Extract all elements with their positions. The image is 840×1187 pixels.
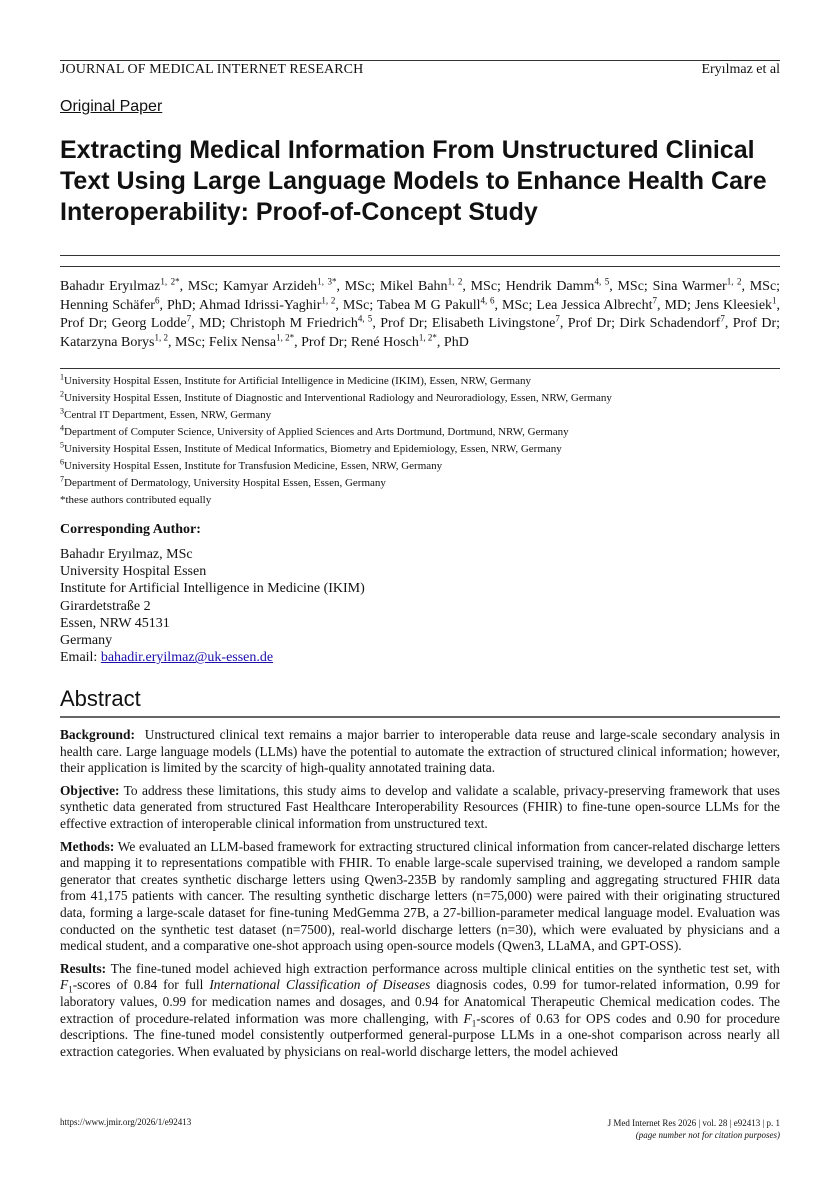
f-symbol: F xyxy=(463,1010,472,1026)
f-symbol: F xyxy=(60,977,69,993)
author xyxy=(223,276,380,294)
author-name: Christoph M Friedrich xyxy=(229,316,358,332)
author-name: Jens Kleesiek xyxy=(694,297,773,313)
abstract-background xyxy=(60,727,780,777)
author-affiliation-mark: 1, 2* xyxy=(276,332,295,343)
results-text-4: -scores of 0.63 for OPS codes and 0.90 for procedure descriptions. The fine-tuned model consistently outperformed general-purpose LLMs in a one-shot comparison across nearly all extraction categories. When evaluated by physicians on real-world discharge letters, the model achieved xyxy=(60,1010,780,1059)
affiliation-list xyxy=(60,373,780,509)
citation-line: J Med Internet Res 2026 | vol. 28 | e92413 | p. 1 xyxy=(607,1118,780,1128)
author-name: Ahmad Idrissi-Yaghir xyxy=(199,297,322,313)
author-name: Bahadır Eryılmaz xyxy=(60,279,161,294)
running-header xyxy=(60,62,780,82)
author-degree: , MSc; xyxy=(335,297,377,313)
title-rule-1 xyxy=(60,255,780,256)
author-affiliation-mark: 1, 3* xyxy=(317,276,337,287)
author-affiliation-mark: 6 xyxy=(154,294,160,305)
author xyxy=(60,276,224,294)
results-text-1: The fine-tuned model achieved high extraction performance across multiple clinical entities on the synthetic test set, with xyxy=(110,960,780,976)
author-name: Henning Schäfer xyxy=(60,297,155,313)
email-link[interactable]: bahadir.eryilmaz@uk-essen.de xyxy=(100,650,274,666)
author-degree: , MSc; xyxy=(609,279,653,294)
author-affiliation-mark: 7 xyxy=(555,313,560,324)
author-degree: , PhD xyxy=(436,334,469,350)
author-rule xyxy=(60,368,780,369)
author xyxy=(431,313,620,332)
author xyxy=(536,294,695,313)
corresponding-line: Bahadır Eryılmaz, MSc xyxy=(60,547,193,562)
affiliation-number: 2 xyxy=(60,389,64,399)
affiliation-number: 1 xyxy=(60,372,64,382)
f-subscript: 1 xyxy=(471,1018,477,1029)
author xyxy=(379,276,506,294)
author xyxy=(60,332,209,350)
icd-name: International Classification of Diseases xyxy=(209,977,431,993)
equal-contribution-note: *these authors contributed equally xyxy=(60,494,212,506)
affiliation-item xyxy=(60,390,780,407)
author-affiliation-mark: 1 xyxy=(772,294,777,305)
author xyxy=(229,313,432,332)
author xyxy=(350,332,469,350)
author xyxy=(619,313,780,332)
author-name: René Hosch xyxy=(350,334,419,350)
article-type[interactable]: Original Paper xyxy=(60,98,163,115)
author xyxy=(60,294,199,313)
author xyxy=(505,276,653,294)
affiliation-text: University Hospital Essen, Institute for Artificial Intelligence in Medicine (IKIM), Essen, NRW, Germany xyxy=(64,375,531,387)
affiliation-text: Central IT Department, Essen, NRW, Germany xyxy=(64,409,272,421)
abstract-objective xyxy=(60,783,780,833)
title-rule-2 xyxy=(60,266,780,267)
author-degree: , MSc; xyxy=(336,279,380,294)
affiliation-item xyxy=(60,373,780,390)
objective-label: Objective: xyxy=(60,782,120,798)
author-name: Felix Nensa xyxy=(208,334,277,350)
author-affiliation-mark: 1, 2 xyxy=(321,294,336,305)
author-name: Tabea M G Pakull xyxy=(376,297,481,313)
author-affiliation-mark: 1, 2* xyxy=(160,276,180,287)
author-degree: , MSc; xyxy=(494,297,537,313)
corresponding-line: Girardetstraße 2 xyxy=(60,598,151,614)
footer-citation xyxy=(608,1117,780,1141)
affiliation-text: University Hospital Essen, Institute of Diagnostic and Interventional Radiology and Neuroradiology, Essen, NRW, Germany xyxy=(64,392,612,404)
objective-text: To address these limitations, this study aims to develop and validate a scalable, privacy-preserving framework that uses synthetic data generated from structured Fast Healthcare Interoperability Resources (FHIR) to fine-tune open-source LLMs for the effective extraction of interoperable clinical information from unstructured text. xyxy=(60,782,781,831)
author xyxy=(199,294,377,313)
paper-title: Extracting Medical Information From Unstructured Clinical Text Using Large Language Models to Enhance Health Care Interoperability: Proof-of-Concept Study xyxy=(60,136,767,226)
methods-label: Methods: xyxy=(60,838,115,854)
abstract-results xyxy=(60,961,780,1061)
author-name: Elisabeth Livingstone xyxy=(431,316,556,332)
affiliation-item xyxy=(60,407,780,424)
author-name: Lea Jessica Albrecht xyxy=(536,297,653,313)
abstract-body xyxy=(60,727,780,1066)
author-degree: , MD; xyxy=(191,316,230,332)
email-label: Email: xyxy=(60,650,101,666)
corresponding-line: Institute for Artificial Intelligence in Medicine (IKIM) xyxy=(60,581,365,597)
author-degree: , Prof Dr; xyxy=(294,334,351,350)
author-affiliation-mark: 1, 2* xyxy=(418,332,437,343)
author-affiliation-mark: 1, 2 xyxy=(447,276,463,287)
corresponding-line: Germany xyxy=(60,633,113,649)
affiliation-number: 6 xyxy=(60,457,64,467)
affiliation-item xyxy=(60,458,780,475)
author-affiliation-mark: 4, 5 xyxy=(594,276,610,287)
author-degree: , MD; xyxy=(656,297,695,313)
author xyxy=(208,332,351,350)
author-degree: , Prof Dr; xyxy=(724,316,780,332)
author-affiliation-mark: 1, 2 xyxy=(154,332,168,343)
methods-text: We evaluated an LLM-based framework for extracting structured clinical information from cancer-related discharge letters and mapping it to representations compatible with FHIR. To enable large-scale supervised training, we developed a random sample generator that creates synthetic discharge letters using Qwen3-235B by randomly sampling and aggregating structured FHIR data from 41,175 patients with cancer. The resulting synthetic discharge letters (n=75,000) were paired with their originating structured data, forming a large-scale dataset for fine-tuning MedGemma 27B, a 27-billion-parameter medical language model. Evaluation was conducted on the synthetic test dataset (n=7500), real-world discharge letters (n=30), which were evaluated by physicians and a medical student, and a comparative one-shot approach using open-source models (Qwen3, LLaMA, and GPT-OSS). xyxy=(60,838,780,954)
author-degree: , Prof Dr; xyxy=(372,316,432,332)
author-name: Mikel Bahn xyxy=(379,279,448,294)
corresponding-email-line xyxy=(60,649,365,666)
author-affiliation-mark: 7 xyxy=(652,294,657,305)
author xyxy=(111,313,230,332)
corresponding-author-details xyxy=(60,546,365,666)
abstract-heading: Abstract xyxy=(60,686,141,711)
corresponding-line: University Hospital Essen xyxy=(60,564,207,580)
author-name: Georg Lodde xyxy=(111,316,187,332)
author-affiliation-mark: 7 xyxy=(186,313,192,324)
abstract-methods xyxy=(60,839,780,955)
author-degree: , PhD; xyxy=(159,297,199,313)
affiliation-number: 3 xyxy=(60,406,64,416)
results-text-3: diagnosis codes, 0.99 for tumor-related information, 0.99 for laboratory values, 0.99 for medication names and dosages, and 0.94 for Anatomical Therapeutic Chemical medication codes. The extraction of procedure-related information was more challenging, with xyxy=(60,977,780,1026)
affiliation-text: University Hospital Essen, Institute for Transfusion Medicine, Essen, NRW, Germany xyxy=(64,460,443,472)
author-affiliation-mark: 4, 6 xyxy=(480,294,495,305)
author-degree: , MSc; xyxy=(741,279,781,294)
corresponding-line: Essen, NRW 45131 xyxy=(60,615,170,631)
affiliation-item xyxy=(60,441,780,458)
page-number-note: (page number not for citation purposes) xyxy=(635,1130,780,1140)
affiliation-number: 4 xyxy=(60,423,64,433)
author-degree: , MSc; xyxy=(179,279,224,294)
results-label: Results: xyxy=(60,960,107,976)
results-text-2: -scores of 0.84 for full xyxy=(72,977,210,993)
author-name: Katarzyna Borys xyxy=(60,334,155,350)
author-degree: , Prof Dr; xyxy=(60,297,781,332)
author-name: Dirk Schadendorf xyxy=(619,316,721,332)
journal-name: JOURNAL OF MEDICAL INTERNET RESEARCH xyxy=(60,62,364,77)
affiliation-text: Department of Dermatology, University Hospital Essen, Essen, Germany xyxy=(64,477,386,489)
affiliation-item xyxy=(60,424,780,441)
author-name: Sina Warmer xyxy=(652,279,727,294)
corresponding-author-heading: Corresponding Author: xyxy=(60,522,201,537)
author-name: Hendrik Damm xyxy=(505,279,595,294)
abstract-rule xyxy=(60,716,780,718)
affiliation-text: Department of Computer Science, University of Applied Sciences and Arts Dortmund, Dortmund, NRW, Germany xyxy=(64,426,569,438)
author xyxy=(376,294,537,313)
author-degree: , MSc; xyxy=(462,279,506,294)
running-author: Eryılmaz et al xyxy=(701,62,780,77)
author-affiliation-mark: 4, 5 xyxy=(357,313,373,324)
author-degree: , MSc; xyxy=(167,334,209,350)
author-degree: , Prof Dr; xyxy=(559,316,620,332)
affiliation-text: University Hospital Essen, Institute of Medical Informatics, Biometry and Epidemiology, Essen, NRW, Germany xyxy=(64,443,562,455)
author xyxy=(652,276,781,294)
f-subscript: 1 xyxy=(68,984,73,995)
background-text: Unstructured clinical text remains a major barrier to interoperable data reuse and large-scale secondary analysis in health care. Large language models (LLMs) have the potential to automate the extraction of structured clinical information; however, their application is limited by the scarcity of high-quality annotated training data. xyxy=(60,727,780,776)
affiliation-number: 5 xyxy=(60,440,64,450)
author-list xyxy=(60,278,780,352)
footer-url[interactable]: https://www.jmir.org/2026/1/e92413 xyxy=(60,1117,192,1127)
background-label: Background: xyxy=(60,727,135,742)
author-affiliation-mark: 1, 2 xyxy=(726,276,742,287)
author-affiliation-mark: 7 xyxy=(720,313,725,324)
top-rule xyxy=(60,60,780,61)
affiliation-item xyxy=(60,475,780,492)
author-name: Kamyar Arzideh xyxy=(223,279,318,294)
affiliation-number: 7 xyxy=(60,474,64,484)
